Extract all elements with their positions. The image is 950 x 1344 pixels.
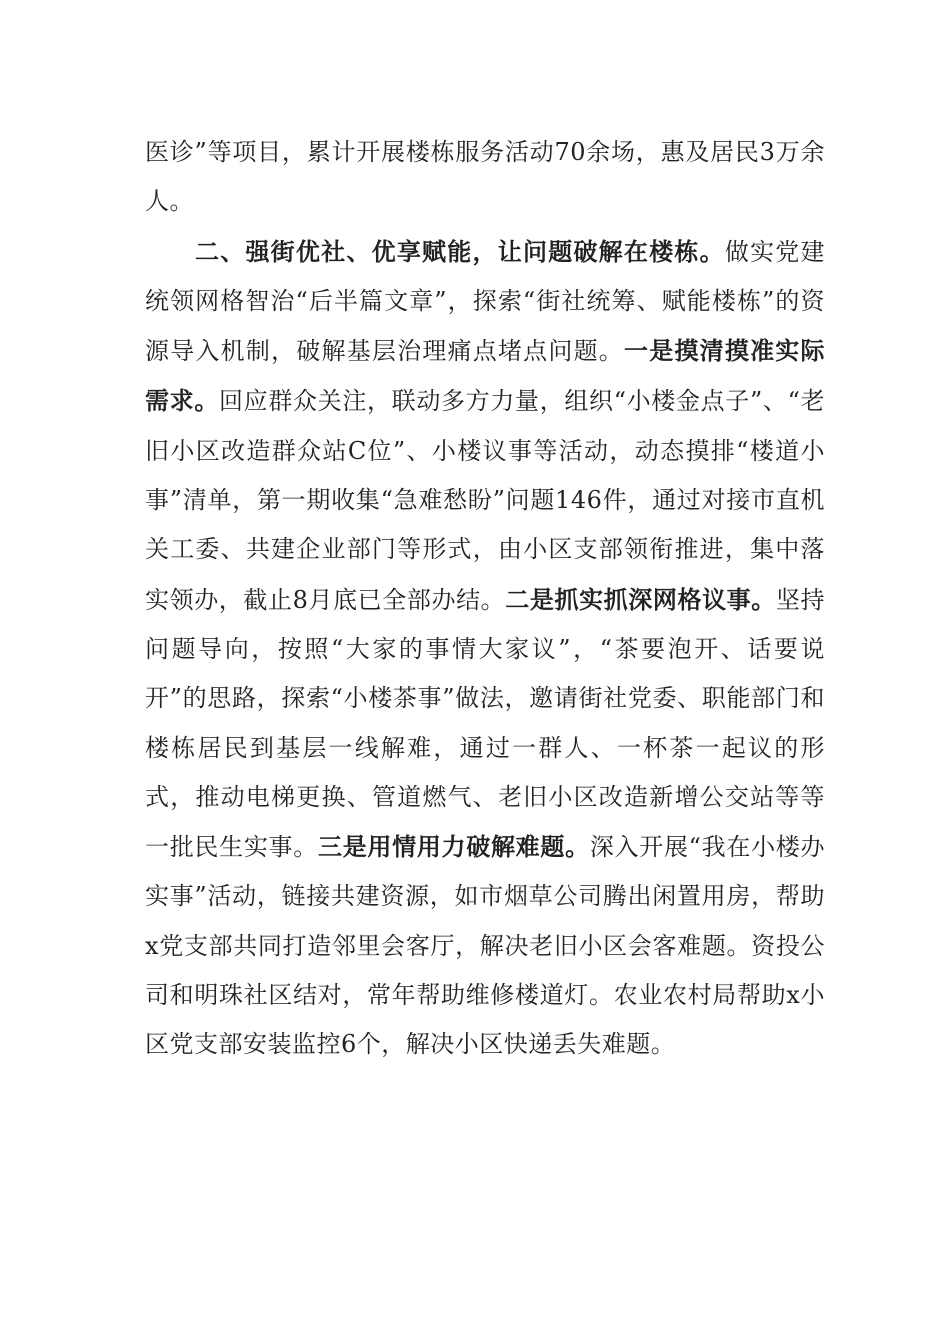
paragraph-continuation	[145, 128, 825, 227]
point2-body: 坚持问题导向，按照“大家的事情大家议”，“茶要泡开、话要说开”的思路，探索“小楼茶事”做法，邀请街社党委、职能部门和楼栋居民到基层一线解难，通过一群人、一杯茶一起议的形式，推动电梯更换、管道燃气、老旧小区改造新增公交站等等一批民生实事。	[145, 585, 825, 862]
section-heading: 二、强街优社、优享赋能，让问题破解在楼栋。	[195, 236, 725, 266]
point3-title: 三是用情用力破解难题。	[317, 832, 590, 862]
paragraph1-text: 医诊”等项目，累计开展楼栋服务活动70余场，惠及居民3万余人。	[145, 138, 825, 216]
point3-body: 深入开展“我在小楼办实事”活动，链接共建资源，如市烟草公司腾出闲置用房，帮助x党支部共同打造邻里会客厅，解决老旧小区会客难题。资投公司和明珠社区结对，常年帮助维修楼道灯。农业农村局帮助x小区党支部安装监控6个，解决小区快递丢失难题。	[145, 833, 826, 1059]
point2-title: 二是抓实抓深网格议事。	[505, 584, 776, 614]
paragraph-section-two	[145, 227, 825, 1070]
point1-title: 一是摸清摸准实际需求。	[145, 336, 826, 416]
section-intro: 做实党建统领网格智治“后半篇文章”，探索“街社统筹、赋能楼栋”的资源导入机制，破解基层治理痛点堵点问题。	[145, 237, 825, 366]
point1-body: 回应群众关注，联动多方力量，组织“小楼金点子”、“老旧小区改造群众站C位”、小楼议事等活动，动态摸排“楼道小事”清单，第一期收集“急难愁盼”问题146件，通过对接市直机关工委、共建企业部门等形式，由小区支部领衔推进，集中落实领办，截止8月底已全部办结。	[145, 387, 826, 614]
document-body	[145, 128, 825, 1070]
